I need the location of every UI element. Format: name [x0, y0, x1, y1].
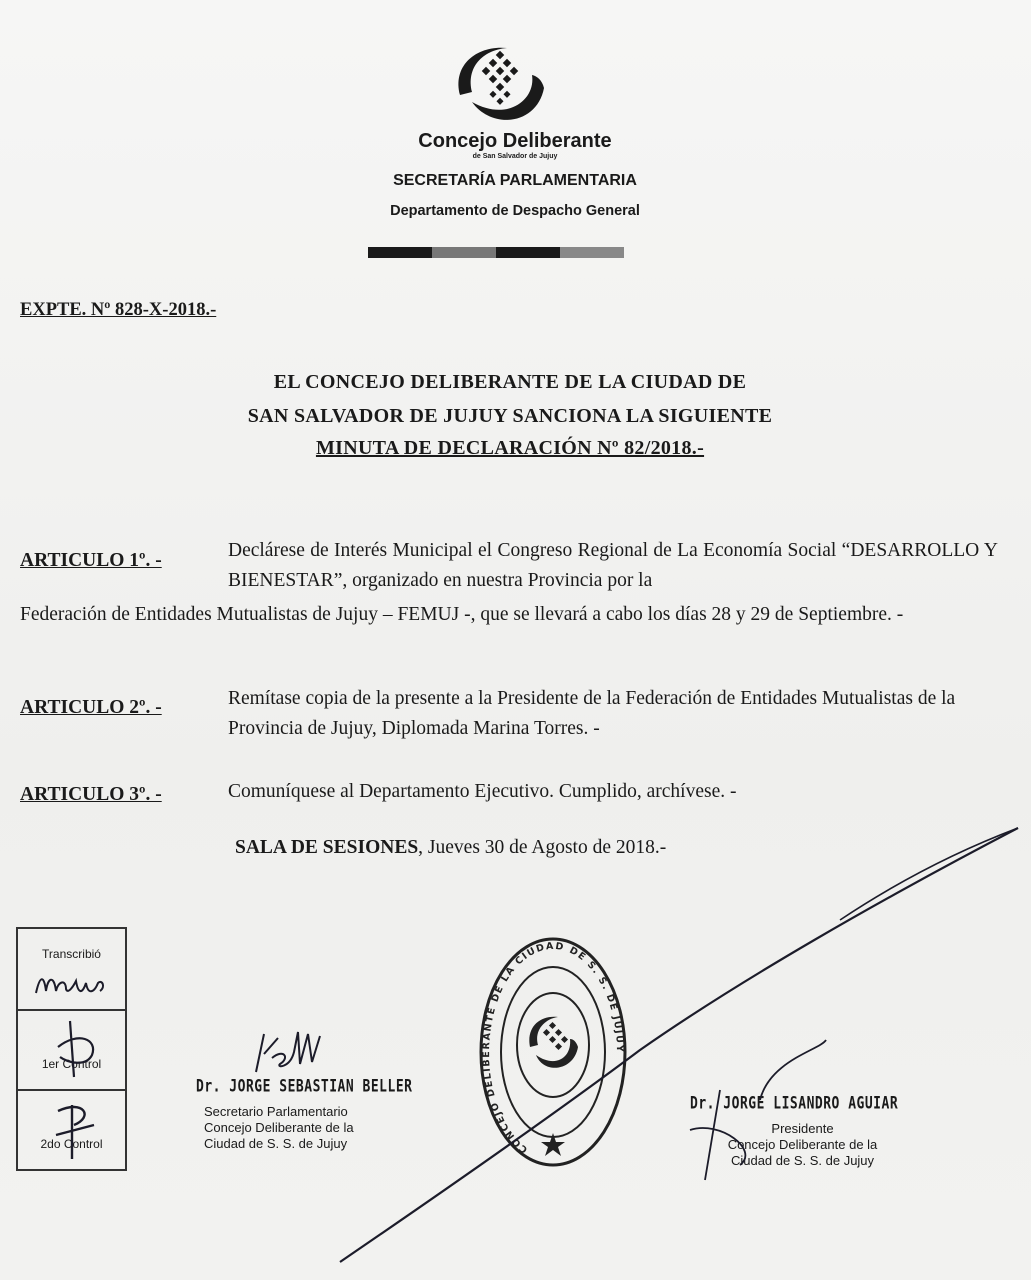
departamento-heading: Departamento de Despacho General: [390, 203, 640, 219]
transcribio-cell: [18, 929, 125, 1011]
header-divider: [368, 247, 624, 258]
svg-text:CONCEJO DELIBERANTE DE LA CIUD: CONCEJO DELIBERANTE DE LA CIUDAD DE S. S. DE JUJUY: [481, 940, 626, 1156]
transcribio-label: Transcribió: [42, 947, 101, 961]
official-seal-icon: [478, 935, 628, 1170]
control-2-label: 2do Control: [40, 1137, 103, 1151]
article-2-label: ARTICULO 2º. -: [20, 697, 162, 718]
title-line-1: EL CONCEJO DELIBERANTE DE LA CIUDAD DE: [273, 371, 747, 393]
secretario-name: Dr. JORGE SEBASTIAN BELLER: [196, 1077, 413, 1097]
title-line-2: SAN SALVADOR DE JUJUY SANCIONA LA SIGUIENTE: [247, 405, 773, 427]
org-name: Concejo Deliberante: [418, 130, 612, 152]
secretario-title: [204, 1104, 354, 1152]
article-3-text: Comuníquese al Departamento Ejecutivo. Cumplido, archívese. -: [228, 781, 737, 802]
sala-label: SALA DE SESIONES: [235, 837, 419, 858]
secretario-line-2: Concejo Deliberante de la: [204, 1120, 354, 1135]
secretario-line-3: Ciudad de S. S. de Jujuy: [204, 1136, 348, 1151]
org-subtitle: de San Salvador de Jujuy: [472, 153, 558, 160]
article-1-label: ARTICULO 1º. -: [20, 550, 162, 571]
secretario-signature-icon: [250, 1028, 330, 1078]
article-1-text-continued: Federación de Entidades Mutualistas de Jujuy – FEMUJ -, que se llevará a cabo los días 28 y 29 de Septiembre. -: [20, 604, 904, 625]
control-2-initials-icon: [44, 1095, 104, 1165]
article-1-text: Declárese de Interés Municipal el Congreso Regional de La Economía Social “DESARROLLO Y BIENESTAR”, organizado en nuestra Provincia por la: [228, 540, 998, 591]
presidente-line-3: Ciudad de S. S. de Jujuy: [730, 1153, 875, 1168]
sala-de-sesiones-line: [235, 837, 666, 859]
article-3-label: ARTICULO 3º. -: [20, 784, 162, 805]
control-box: [16, 927, 127, 1171]
control-1-label: 1er Control: [41, 1057, 102, 1071]
transcribio-initials-icon: [32, 965, 112, 1001]
article-2-text: Remítase copia de la presente a la Presidente de la Federación de Entidades Mutualistas de la Provincia de Jujuy, Diplomada Marina Torres. -: [228, 688, 956, 739]
secretario-line-1: Secretario Parlamentario: [204, 1104, 348, 1119]
control-2-cell: [18, 1089, 125, 1169]
control-1-cell: [18, 1009, 125, 1091]
title-line-3: MINUTA DE DECLARACIÓN Nº 82/2018.-: [315, 437, 705, 459]
expediente-number: EXPTE. Nº 828-X-2018.-: [20, 300, 217, 320]
secretaria-heading: SECRETARÍA PARLAMENTARIA: [393, 172, 637, 189]
presidente-title: [700, 1121, 905, 1169]
concejo-logo-icon: [452, 40, 552, 132]
control-1-initials-icon: [48, 1017, 108, 1081]
sala-date: , Jueves 30 de Agosto de 2018.-: [418, 837, 667, 858]
presidente-line-1: Presidente: [771, 1121, 834, 1136]
presidente-name: Dr. JORGE LISANDRO AGUIAR: [690, 1094, 899, 1114]
presidente-line-2: Concejo Deliberante de la: [727, 1137, 878, 1152]
